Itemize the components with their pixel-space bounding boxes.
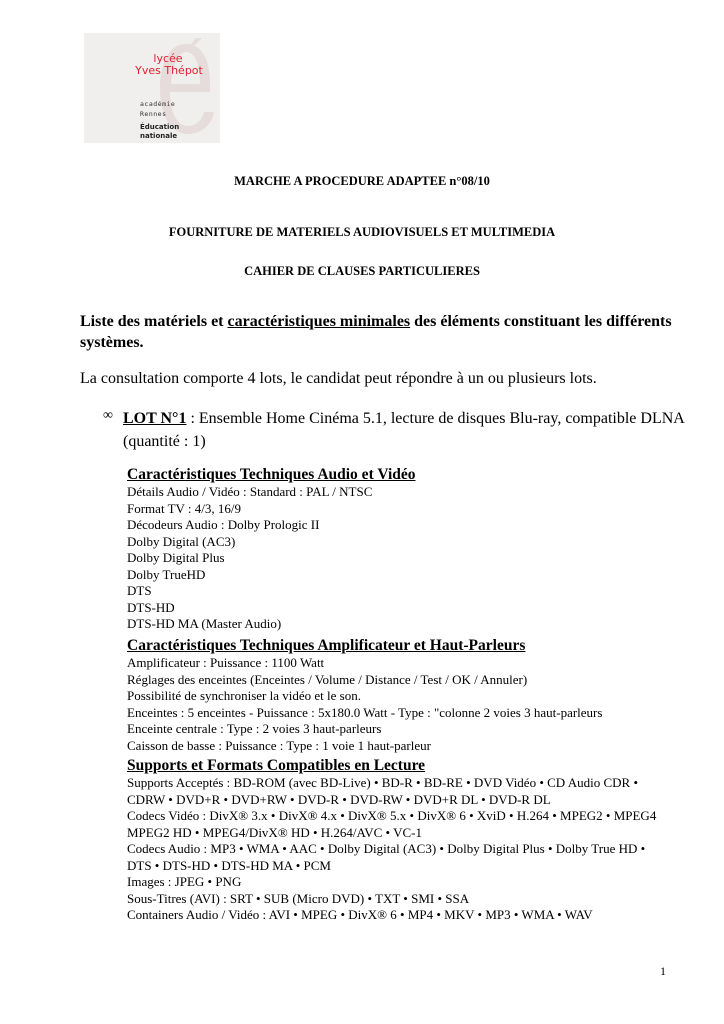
spec-line: Format TV : 4/3, 16/9 xyxy=(127,500,241,516)
marche-heading: MARCHE A PROCEDURE ADAPTEE n°08/10 xyxy=(234,174,490,188)
lot-text: : Ensemble Home Cinéma 5.1, lecture de disques Blu-ray, compatible DLNA (quantité : 1) xyxy=(123,410,684,450)
section-supports-formats xyxy=(127,756,672,924)
spec-line: Codecs Vidéo : DivX® 3.x • DivX® 4.x • DivX® 5.x • DivX® 6 • XviD • H.264 • MPEG2 • MPEG4 xyxy=(127,808,657,823)
page-number: 1 xyxy=(660,964,666,978)
logo-lycee-text: lycée xyxy=(153,52,183,65)
intro-suffix: des éléments constituant les différents systèmes. xyxy=(80,313,672,351)
intro-prefix: Liste des matériels et xyxy=(80,313,228,330)
spec-line: Amplificateur : Puissance : 1100 Watt xyxy=(127,655,325,670)
lot-description xyxy=(123,407,703,453)
school-logo xyxy=(84,33,220,143)
spec-line: Détails Audio / Vidéo : Standard : PAL / NTSC xyxy=(127,484,373,499)
logo-education-text: Éducation xyxy=(140,123,180,131)
spec-line: Dolby TrueHD xyxy=(127,566,206,582)
spec-line: Containers Audio / Vidéo : AVI • MPEG • DivX® 6 • MP4 • MKV • MP3 • WMA • WAV xyxy=(127,907,593,922)
lot-label: LOT N°1 xyxy=(123,410,187,427)
spec-line: Décodeurs Audio : Dolby Prologic II xyxy=(127,517,320,532)
section-title: Caractéristiques Techniques Amplificateur et Haut-Parleurs xyxy=(127,637,526,654)
spec-line: DTS-HD xyxy=(127,599,175,615)
section-title: Caractéristiques Techniques Audio et Vidéo xyxy=(127,466,416,483)
spec-line: Supports Acceptés : BD-ROM (avec BD-Live) • BD-R • BD-RE • DVD Vidéo • CD Audio CDR • CDRW • DVD+R • DVD+RW • DVD-R • DVD-RW • DVD+R DL • DVD-R DL xyxy=(127,775,639,807)
spec-line: DTS xyxy=(127,583,152,598)
spec-line: Possibilité de synchroniser la vidéo et le son. xyxy=(127,688,361,703)
spec-line: Sous-Titres (AVI) : SRT • SUB (Micro DVD) • TXT • SMI • SSA xyxy=(127,890,470,906)
spec-line: Dolby Digital Plus xyxy=(127,550,225,565)
logo-nationale-text: nationale xyxy=(140,132,178,140)
section-title: Supports et Formats Compatibles en Lecture xyxy=(127,757,426,774)
lot-bullet-icon: ∞ xyxy=(103,408,113,423)
spec-line: Codecs Audio : MP3 • WMA • AAC • Dolby Digital (AC3) • Dolby Digital Plus • Dolby True HD • DTS • DTS-HD • DTS-HD MA • PCM xyxy=(127,841,646,873)
section-amplifier-speakers xyxy=(127,636,707,754)
spec-line: Enceintes : 5 enceintes - Puissance : 5x180.0 Watt - Type : "colonne 2 voies 3 haut-parleurs xyxy=(127,704,603,720)
section-audio-video xyxy=(127,465,707,633)
logo-academie-text: académie xyxy=(140,100,176,108)
fourniture-heading: FOURNITURE DE MATERIELS AUDIOVISUELS ET MULTIMEDIA xyxy=(168,225,556,239)
spec-line: Dolby Digital (AC3) xyxy=(127,533,236,549)
intro-underlined: caractéristiques minimales xyxy=(227,313,411,330)
consultation-text: La consultation comporte 4 lots, le candidat peut répondre à un ou plusieurs lots. xyxy=(80,370,597,387)
logo-rennes-text: Rennes xyxy=(140,110,167,118)
spec-line: MPEG2 HD • MPEG4/DivX® HD • H.264/AVC • VC-1 xyxy=(127,824,422,840)
logo-city-text: Yves Thépot xyxy=(135,64,203,77)
spec-line: Caisson de basse : Puissance : Type : 1 voie 1 haut-parleur xyxy=(127,737,431,753)
spec-line: Enceinte centrale : Type : 2 voies 3 haut-parleurs xyxy=(127,721,382,736)
intro-paragraph xyxy=(80,311,680,353)
cahier-heading: CAHIER DE CLAUSES PARTICULIERES xyxy=(244,264,480,278)
spec-line: Images : JPEG • PNG xyxy=(127,874,242,889)
spec-line: Réglages des enceintes (Enceintes / Volume / Distance / Test / OK / Annuler) xyxy=(127,671,528,687)
spec-line: DTS-HD MA (Master Audio) xyxy=(127,616,282,631)
